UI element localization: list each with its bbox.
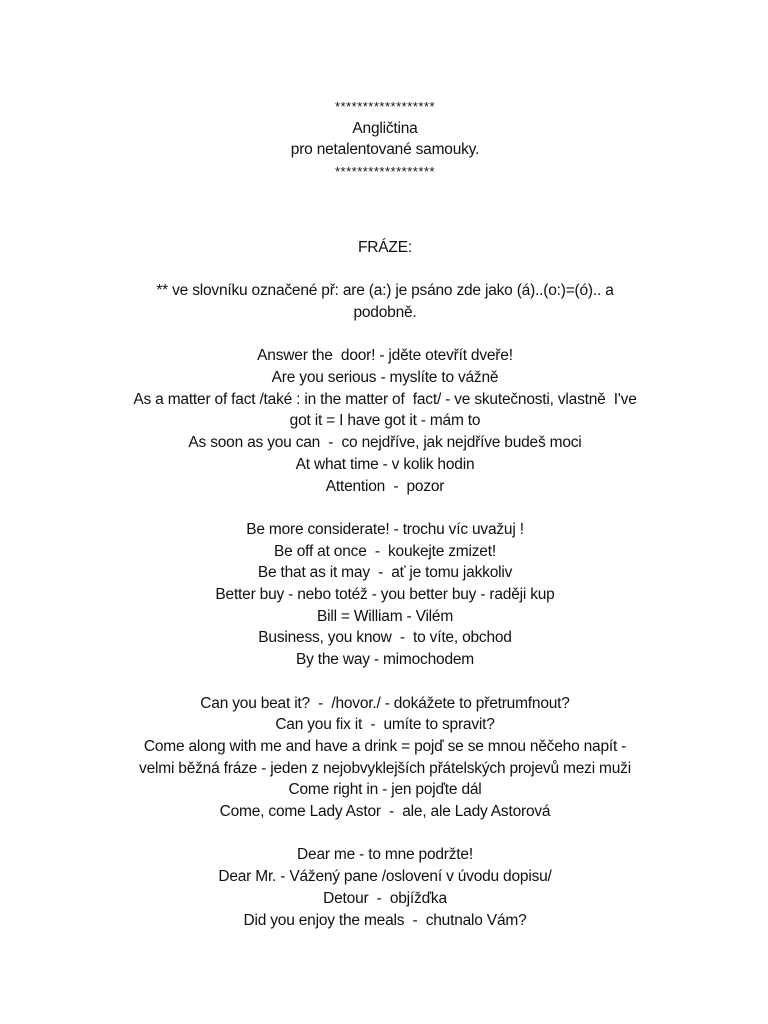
spacer: [100, 823, 670, 845]
phrase-line: As soon as you can - co nejdříve, jak nejdříve budeš moci: [188, 434, 582, 452]
spacer: [100, 671, 670, 693]
phrase-line: Better buy - nebo totéž - you better buy - raději kup: [215, 586, 555, 604]
phrase-group-d: [100, 844, 670, 931]
phrase-line: Come along with me and have a drink = pojď se se mnou něčeho napít -: [143, 737, 627, 755]
phrase-line: Can you fix it - umíte to spravit?: [275, 716, 495, 734]
phrase-line: Come, come Lady Astor - ale, ale Lady Astorová: [219, 803, 551, 821]
phrase-line: At what time - v kolik hodin: [295, 455, 475, 473]
note-line: podobně.: [353, 303, 417, 321]
phrase-group-b: [100, 519, 670, 671]
phrase-line: got it = I have got it - mám to: [289, 412, 481, 430]
document-title: Angličtina: [352, 119, 418, 137]
spacer: [100, 497, 670, 519]
phrase-line: velmi běžná fráze - jeden z nejobvyklejších přátelských projevů mezi muži: [139, 759, 631, 777]
phrase-line: Bill = William - Vilém: [316, 607, 454, 625]
header-stars-top: ******************: [334, 99, 436, 114]
phrase-line: Come right in - jen pojďte dál: [288, 781, 482, 799]
phrase-line: Are you serious - myslíte to vážně: [271, 369, 499, 386]
note-line: ** ve slovníku označené př: are (a:) je psáno zde jako (á)..(o:)=(ó).. a: [156, 282, 614, 300]
document-subtitle: pro netalentované samouky.: [290, 141, 480, 159]
phrase-line: Did you enjoy the meals - chutnalo Vám?: [243, 911, 527, 929]
phrase-line: Answer the door! - jděte otevřít dveře!: [257, 347, 513, 365]
phrase-line: Dear me - to mne podržte!: [297, 846, 473, 864]
phrase-group-c: [100, 693, 670, 823]
phrase-line: By the way - mimochodem: [295, 651, 475, 669]
phrase-line: Attention - pozor: [325, 477, 445, 495]
spacer: [100, 324, 670, 346]
phrase-line: Be that as it may - ať je tomu jakkoliv: [257, 564, 513, 582]
spacer: [100, 259, 670, 281]
phrase-line: Business, you know - to víte, obchod: [258, 629, 512, 647]
phrase-line: Be off at once - koukejte zmizet!: [274, 542, 496, 560]
spacer: [100, 183, 670, 237]
section-title: FRÁZE:: [358, 238, 412, 256]
phrase-line: Dear Mr. - Vážený pane /oslovení v úvodu dopisu/: [218, 868, 552, 886]
phrase-group-a: [100, 345, 670, 497]
note-paragraph: [100, 280, 670, 323]
phrase-line: As a matter of fact /také : in the matter of fact/ - ve skutečnosti, vlastně I've: [133, 390, 637, 408]
phrase-line: Detour - objížďka: [323, 889, 447, 907]
phrase-line: Be more considerate! - trochu víc uvažuj !: [246, 520, 524, 538]
phrase-line: Can you beat it? - /hovor./ - dokážete to přetrumfnout?: [200, 694, 570, 712]
document-body: [100, 96, 670, 931]
header-stars-bottom: ******************: [334, 164, 436, 180]
